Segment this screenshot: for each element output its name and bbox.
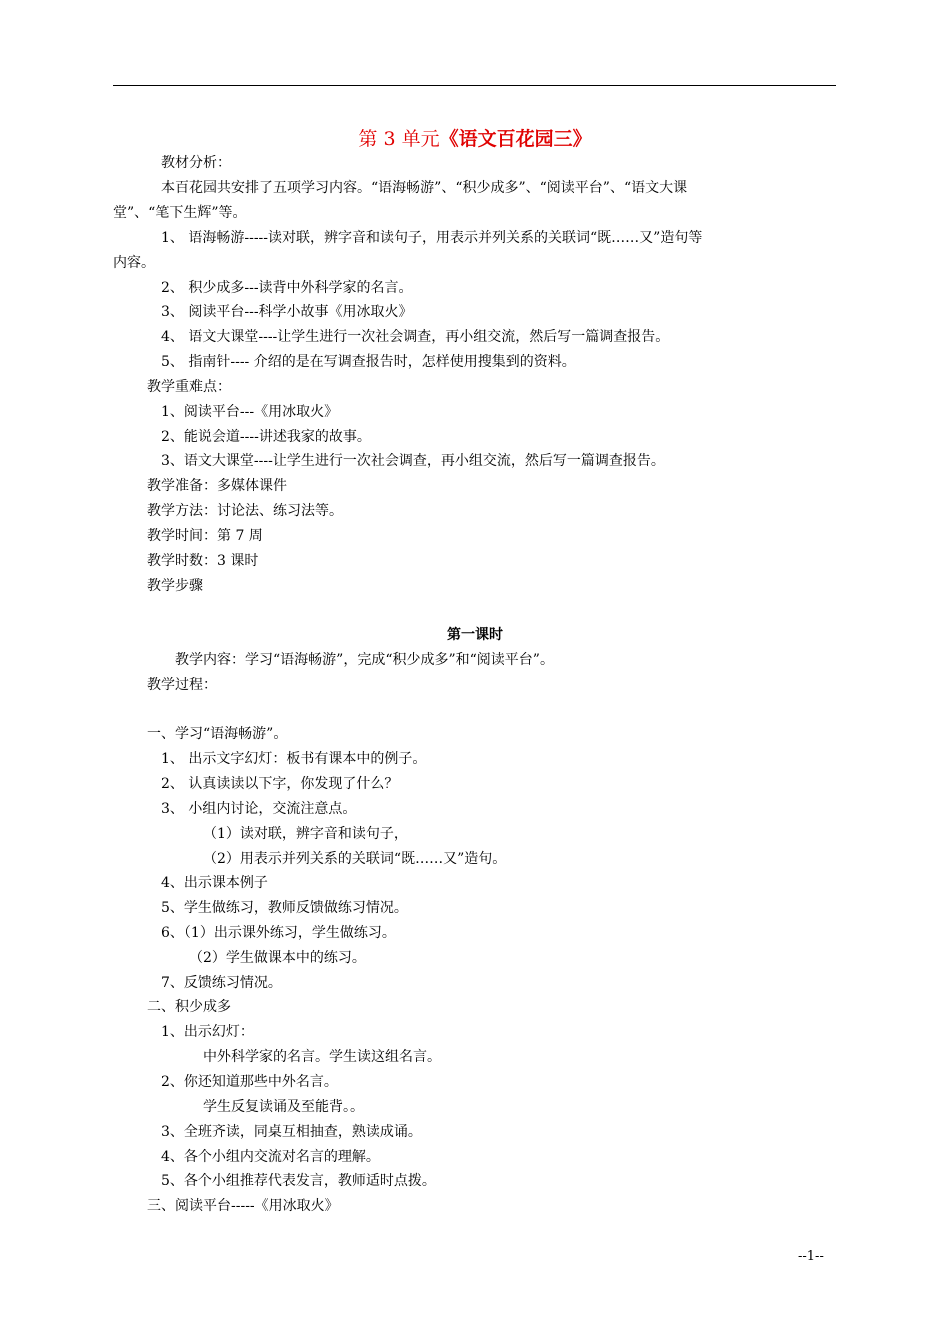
intro-line: 教材分析： bbox=[161, 155, 231, 171]
intro-line: 2、能说会道----讲述我家的故事。 bbox=[161, 429, 371, 445]
intro-line: 5、 指南针---- 介绍的是在写调查报告时，怎样使用搜集到的资料。 bbox=[161, 354, 576, 370]
lesson-line: 4、各个小组内交流对名言的理解。 bbox=[161, 1149, 380, 1165]
title-main: 《语文百花园三》 bbox=[439, 128, 592, 150]
lesson-line: 一、学习“语海畅游”。 bbox=[147, 726, 288, 742]
intro-line: 4、 语文大课堂----让学生进行一次社会调查，再小组交流，然后写一篇调查报告。 bbox=[161, 329, 670, 345]
intro-line: 教学准备：多媒体课件 bbox=[147, 478, 287, 494]
lesson-line: 教学过程： bbox=[147, 677, 217, 693]
lesson-heading: 第一课时 bbox=[447, 627, 503, 643]
lesson-line: 学生反复读诵及至能背。。 bbox=[203, 1099, 364, 1115]
intro-line: 1、 语海畅游-----读对联，辨字音和读句子，用表示并列关系的关联词“既……又”造句等 bbox=[161, 230, 703, 246]
lesson-line: 5、学生做练习，教师反馈做练习情况。 bbox=[161, 900, 408, 916]
lesson-line: 7、反馈练习情况。 bbox=[161, 975, 282, 991]
lesson-line: （1）读对联，辨字音和读句子， bbox=[203, 826, 408, 842]
intro-line: 2、 积少成多---读背中外科学家的名言。 bbox=[161, 280, 413, 296]
lesson-line: 教学内容：学习“语海畅游”，完成“积少成多”和“阅读平台”。 bbox=[175, 652, 554, 668]
lesson-line: 1、 出示文字幻灯：板书有课本中的例子。 bbox=[161, 751, 427, 767]
title-prefix: 第 3 单元 bbox=[358, 128, 440, 150]
lesson-line: 6、（1）出示课外练习，学生做练习。 bbox=[161, 925, 396, 941]
lesson-line: 3、 小组内讨论，交流注意点。 bbox=[161, 801, 357, 817]
lesson-line: 5、各个小组推荐代表发言，教师适时点拨。 bbox=[161, 1173, 436, 1189]
intro-line: 3、 阅读平台---科学小故事《用冰取火》 bbox=[161, 304, 413, 320]
intro-line: 3、语文大课堂----让学生进行一次社会调查，再小组交流，然后写一篇调查报告。 bbox=[161, 453, 665, 469]
intro-line: 1、阅读平台---《用冰取火》 bbox=[161, 404, 339, 420]
lesson-line: 2、你还知道那些中外名言。 bbox=[161, 1074, 338, 1090]
page-number: --1-- bbox=[798, 1249, 824, 1264]
lesson-line: 三、阅读平台-----《用冰取火》 bbox=[147, 1198, 339, 1214]
intro-line: 本百花园共安排了五项学习内容。“语海畅游”、“积少成多”、“阅读平台”、“语文大课 bbox=[161, 180, 688, 196]
lesson-line: 4、出示课本例子 bbox=[161, 875, 268, 891]
intro-line: 教学时间：第 7 周 bbox=[147, 528, 263, 544]
intro-line: 教学重难点： bbox=[147, 379, 231, 395]
intro-line: 堂”、“笔下生辉”等。 bbox=[113, 205, 247, 221]
lesson-line: （2）学生做课本中的练习。 bbox=[189, 950, 366, 966]
lesson-line: 2、 认真读读以下字，你发现了什么？ bbox=[161, 776, 399, 792]
lesson-line: 二、积少成多 bbox=[147, 999, 231, 1015]
header-rule bbox=[113, 85, 836, 86]
intro-line: 内容。 bbox=[113, 255, 155, 271]
lesson-line: 3、全班齐读，同桌互相抽查，熟读成诵。 bbox=[161, 1124, 422, 1140]
intro-line: 教学步骤 bbox=[147, 578, 203, 594]
lesson-line: （2）用表示并列关系的关联词“既……又”造句。 bbox=[203, 851, 507, 867]
lesson-line: 1、出示幻灯： bbox=[161, 1024, 254, 1040]
intro-line: 教学时数：3 课时 bbox=[147, 553, 259, 569]
intro-line: 教学方法：讨论法、练习法等。 bbox=[147, 503, 343, 519]
lesson-line: 中外科学家的名言。学生读这组名言。 bbox=[203, 1049, 441, 1065]
document-title bbox=[0, 126, 950, 152]
